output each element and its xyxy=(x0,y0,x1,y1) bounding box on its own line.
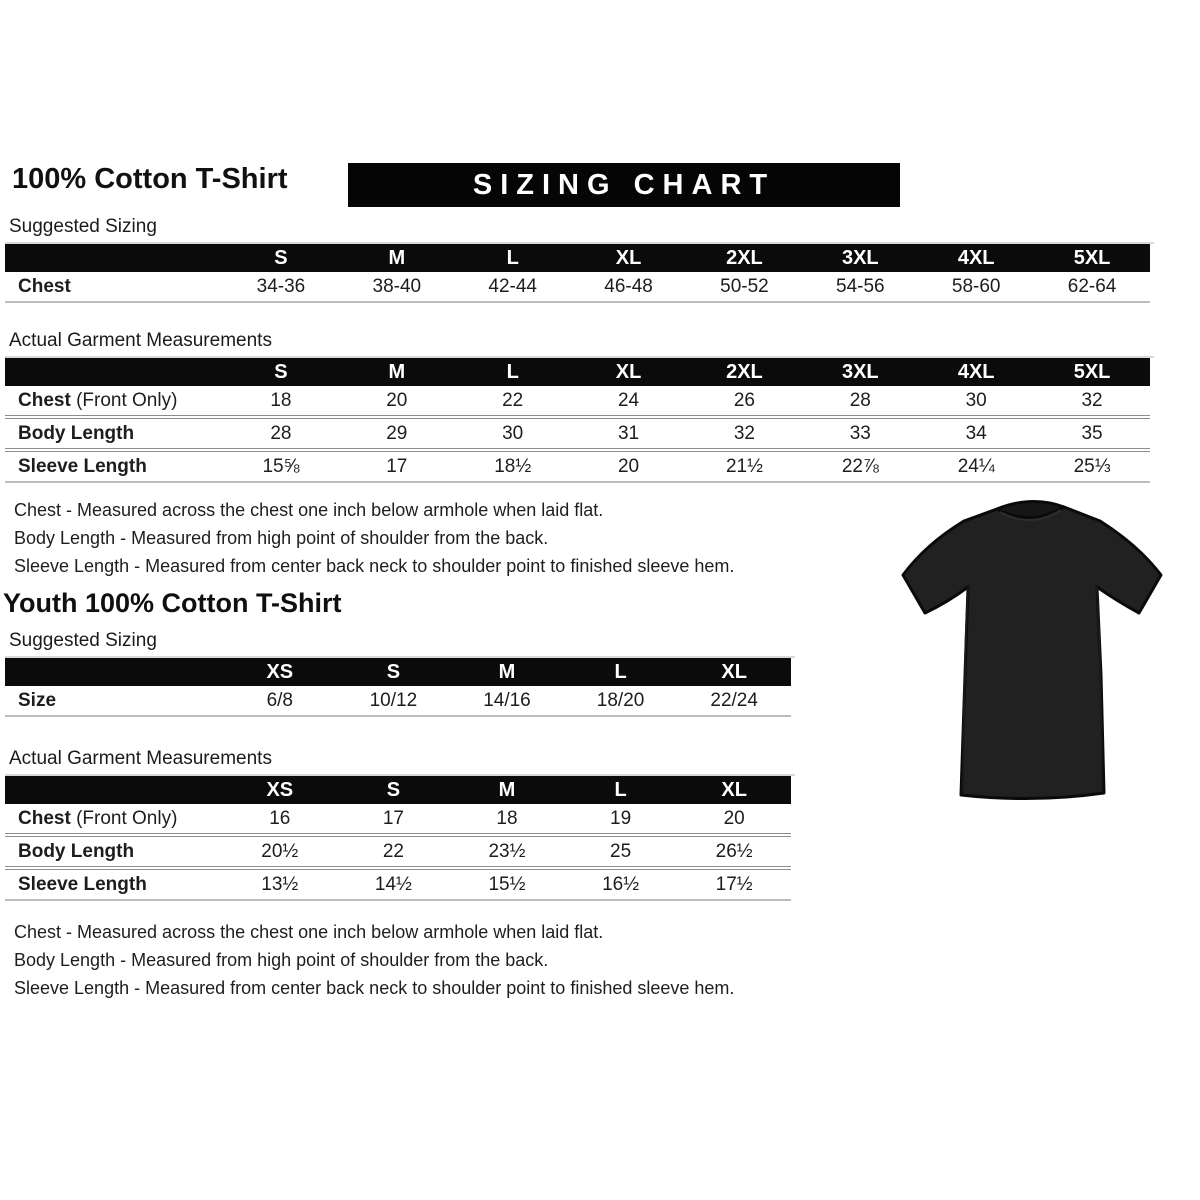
measurement-cell: 46-48 xyxy=(604,275,653,297)
table-header-row xyxy=(5,358,1150,386)
size-column-header: S xyxy=(386,778,401,801)
size-column-header: M xyxy=(498,660,516,683)
size-column-header: XS xyxy=(266,660,294,683)
table-row xyxy=(5,804,791,833)
measurement-cell: 20 xyxy=(723,807,745,829)
size-column-header: 3XL xyxy=(841,246,879,269)
measurement-cell: 19 xyxy=(610,807,632,829)
size-column-header: XL xyxy=(721,660,747,683)
measurement-cell: 18 xyxy=(496,807,518,829)
measurement-cell: 31 xyxy=(617,422,640,444)
table-header-row xyxy=(5,244,1150,272)
row-label: Body Length xyxy=(18,840,135,862)
header-row xyxy=(0,163,1200,213)
chest-note: Chest - Measured across the chest one inch below armhole when laid flat. xyxy=(14,500,604,520)
measurement-cell: 20 xyxy=(386,389,408,411)
size-column-header: L xyxy=(506,246,519,269)
table-row xyxy=(5,866,791,899)
body-length-note: Body Length - Measured from high point of shoulder from the back. xyxy=(14,950,549,970)
measurement-cell: 10/12 xyxy=(369,689,418,711)
table-row xyxy=(5,833,791,866)
measurement-cell: 17½ xyxy=(715,873,753,895)
sizing-chart-banner: SIZING CHART xyxy=(348,163,900,207)
row-label: Body Length xyxy=(18,422,135,444)
measurement-cell: 20 xyxy=(617,455,640,477)
measurement-cell: 24¼ xyxy=(957,455,995,477)
youth-actual-measurements-label: Actual Garment Measurements xyxy=(5,747,795,776)
measurement-cell: 18 xyxy=(270,389,292,411)
size-column-header: 4XL xyxy=(957,360,995,383)
size-column-header: 5XL xyxy=(1073,360,1111,383)
measurement-cell: 32 xyxy=(1081,389,1103,411)
adult-actual-measurements-label: Actual Garment Measurements xyxy=(5,329,1154,358)
measurement-cell: 22 xyxy=(502,389,524,411)
size-column-header: M xyxy=(498,778,516,801)
measurement-cell: 21½ xyxy=(725,455,763,477)
youth-measurement-notes xyxy=(14,918,1200,1002)
row-label: Chest (Front Only) xyxy=(18,807,178,829)
adult-garment-measurements-table xyxy=(5,358,1150,483)
size-column-header: M xyxy=(388,246,406,269)
size-column-header: L xyxy=(506,360,519,383)
measurement-cell: 28 xyxy=(270,422,292,444)
measurement-cell: 50-52 xyxy=(720,275,769,297)
measurement-cell: 18½ xyxy=(494,455,532,477)
size-column-header: XL xyxy=(615,360,642,383)
measurement-cell: 62-64 xyxy=(1067,275,1117,297)
measurement-cell: 16 xyxy=(269,807,291,829)
adult-suggested-sizing-table xyxy=(5,244,1150,303)
size-column-header: L xyxy=(614,660,627,683)
measurement-cell: 14/16 xyxy=(483,689,531,711)
measurement-cell: 18/20 xyxy=(596,689,645,711)
measurement-cell: 30 xyxy=(502,422,524,444)
measurement-cell: 26 xyxy=(733,389,755,411)
measurement-cell: 22⅞ xyxy=(841,455,879,477)
row-label: Sleeve Length xyxy=(18,455,147,477)
measurement-cell: 34-36 xyxy=(256,275,306,297)
measurement-cell: 17 xyxy=(382,807,404,829)
measurement-cell: 17 xyxy=(386,455,408,477)
table-header-row xyxy=(5,658,791,686)
measurement-cell: 23½ xyxy=(488,840,526,862)
row-label: Chest xyxy=(18,275,71,297)
row-label: Chest (Front Only) xyxy=(18,389,178,411)
youth-garment-measurements-table xyxy=(5,776,791,901)
youth-section-title: Youth 100% Cotton T-Shirt xyxy=(3,588,342,618)
measurement-cell: 13½ xyxy=(261,873,299,895)
measurement-cell: 29 xyxy=(386,422,408,444)
size-column-header: XS xyxy=(266,778,294,801)
size-column-header: 2XL xyxy=(726,360,763,383)
measurement-cell: 42-44 xyxy=(488,275,537,297)
measurement-cell: 54-56 xyxy=(836,275,885,297)
size-column-header: L xyxy=(614,778,627,801)
measurement-cell: 25⅓ xyxy=(1073,455,1111,477)
page-title: 100% Cotton T-Shirt xyxy=(12,163,288,195)
measurement-cell: 24 xyxy=(617,389,640,411)
measurement-cell: 20½ xyxy=(261,840,299,862)
measurement-cell: 25 xyxy=(610,840,632,862)
measurement-cell: 34 xyxy=(965,422,987,444)
table-row xyxy=(5,415,1150,448)
row-label: Sleeve Length xyxy=(18,873,147,895)
table-header-row xyxy=(5,776,791,804)
youth-suggested-sizing-table xyxy=(5,658,791,717)
table-row xyxy=(5,686,791,715)
measurement-cell: 22/24 xyxy=(710,689,758,711)
measurement-cell: 6/8 xyxy=(266,689,293,711)
sleeve-length-note: Sleeve Length - Measured from center back neck to shoulder point to finished sleeve hem. xyxy=(14,556,735,576)
adult-suggested-sizing-label: Suggested Sizing xyxy=(5,215,1154,244)
measurement-cell: 32 xyxy=(733,422,755,444)
body-length-note: Body Length - Measured from high point of shoulder from the back. xyxy=(14,528,549,548)
measurement-cell: 14½ xyxy=(374,873,412,895)
size-column-header: 5XL xyxy=(1073,246,1111,269)
sizing-chart-page xyxy=(0,163,1200,1008)
size-column-header: S xyxy=(274,360,288,383)
size-column-header: M xyxy=(388,360,406,383)
chest-note: Chest - Measured across the chest one inch below armhole when laid flat. xyxy=(14,922,604,942)
size-column-header: XL xyxy=(615,246,642,269)
size-column-header: 3XL xyxy=(841,360,879,383)
measurement-cell: 15½ xyxy=(488,873,526,895)
size-column-header: 2XL xyxy=(726,246,763,269)
measurement-cell: 28 xyxy=(849,389,871,411)
size-column-header: XL xyxy=(721,778,747,801)
measurement-cell: 38-40 xyxy=(372,275,422,297)
measurement-cell: 58-60 xyxy=(951,275,1001,297)
size-column-header: S xyxy=(386,660,401,683)
size-column-header: S xyxy=(274,246,288,269)
measurement-cell: 22 xyxy=(382,840,404,862)
youth-suggested-sizing-label: Suggested Sizing xyxy=(5,629,795,658)
measurement-cell: 30 xyxy=(965,389,987,411)
measurement-cell: 16½ xyxy=(602,873,640,895)
sleeve-length-note: Sleeve Length - Measured from center back neck to shoulder point to finished sleeve hem. xyxy=(14,978,735,998)
size-column-header: 4XL xyxy=(957,246,995,269)
measurement-cell: 15⅝ xyxy=(262,455,300,477)
table-row xyxy=(5,386,1150,415)
table-row xyxy=(5,272,1150,301)
measurement-cell: 35 xyxy=(1081,422,1103,444)
measurement-cell: 33 xyxy=(849,422,871,444)
row-label: Size xyxy=(18,689,57,711)
measurement-cell: 26½ xyxy=(715,840,753,862)
tshirt-image xyxy=(893,475,1171,825)
